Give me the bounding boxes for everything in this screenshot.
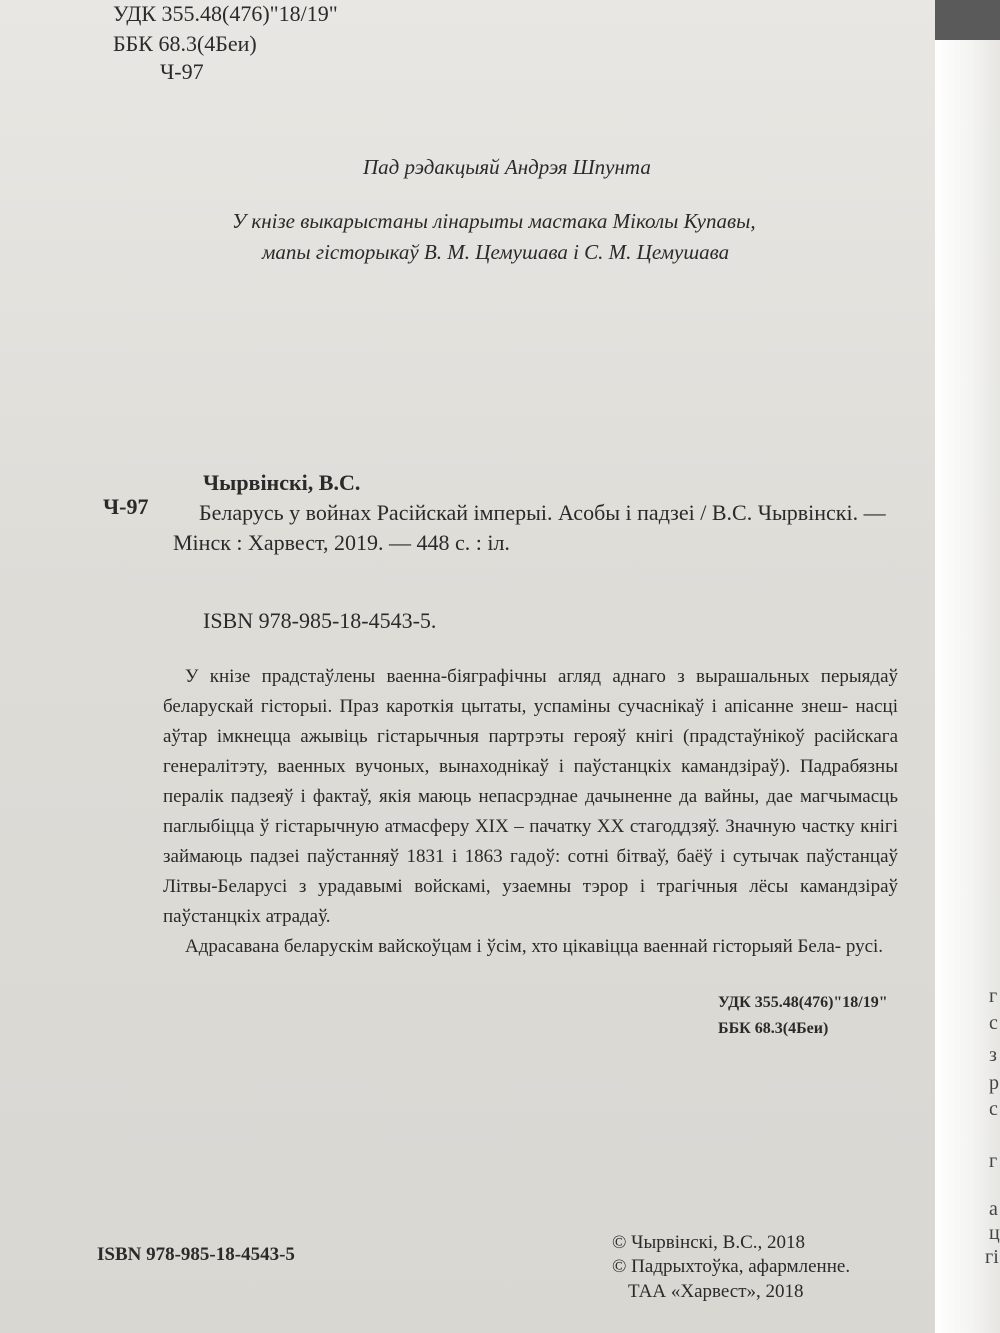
audience-line2: русі. [845,936,884,957]
classification-udk: УДК 355.48(476)"18/19" [718,994,888,1011]
edge-fragment: г [989,985,998,1007]
edge-fragment: ц [989,1222,1000,1244]
header-udk: УДК 355.48(476)"18/19" [113,1,338,26]
edge-dark-stripe [935,0,1000,40]
edge-fragment: с [989,1012,998,1034]
classification-bbk: ББК 68.3(4Беи) [718,1020,829,1037]
annotation-line: баёў і сутычак паўстанцаў Літвы-Беларусі з урадавымі войскамі, узаемны тэрор [163,846,899,897]
header-bbk: ББК 68.3(4Беи) [113,31,257,56]
bib-author: Чырвінскі, В.С. [203,470,361,495]
bib-title: Беларусь у войнах Расійскай імперыі. Асобы і падзеі / В.С. Чырвінскі. — [199,500,886,525]
annotation-line: дае магчымасць паглыбіцца ў гістарычную атмасферу XIX – пачатку XX стагоддзяў. [163,786,898,837]
edge-fragment: с [989,1098,998,1120]
illustrations-credit-line2: мапы гісторыкаў В. М. Цемушава і С. М. Цемушава [262,240,730,264]
editor-credit: Пад рэдакцыяй Андрэя Шпунта [363,155,651,179]
copyright-publisher: ТАА «Харвест», 2018 [628,1281,804,1302]
copyright-layout: © Падрыхтоўка, афармленне. [612,1256,851,1277]
bib-code: Ч-97 [103,494,149,519]
edge-fragment: гі [985,1246,999,1268]
annotation-paragraph [163,662,898,962]
edge-fragment: а [989,1198,998,1220]
adjacent-page-edge [935,0,1000,1333]
bib-imprint: Мінск : Харвест, 2019. — 448 с. : іл. [173,530,510,555]
audience-line1: Адрасавана беларускім вайскоўцам і ўсім, хто цікавіцца ваеннай гісторыяй Бела- [185,936,842,957]
bib-isbn: ISBN 978-985-18-4543-5. [203,608,437,633]
illustrations-credit-line1: У кнізе выкарыстаны лінарыты мастака Міколы Купавы, [232,209,756,233]
annotation-line: расійскага генералітэту, ваенных вучоных, вынаходнікаў і паўстанцкіх камандзіраў). [163,726,899,777]
annotation-line: і трагічныя лёсы камандзіраў паўстанцкіх атрадаў. [163,876,898,927]
annotation-line: Падрабязны пералік падзеяў і фактаў, якія маюць непасрэднае дачыненне да вайны, [163,756,898,807]
annotation-line: У кнізе прадстаўлены ваенна-біяграфічны агляд аднаго з вырашальных перыядаў [185,666,898,687]
edge-fragment: р [989,1072,999,1094]
annotation-line: Значную частку кнігі займаюць падзеі паўстанняў 1831 і 1863 гадоў: сотні бітваў, [163,816,898,867]
annotation-line: беларускай гісторыі. Праз кароткія цытаты, успаміны сучаснікаў і апісанне знеш- [163,696,849,717]
copyright-author: © Чырвінскі, В.С., 2018 [612,1232,806,1253]
edge-fragment: з [989,1044,997,1066]
annotation-line: насці аўтар імкнецца ажывіць гістарычныя партрэты герояў кнігі (прадстаўнікоў [163,696,898,747]
edge-fragment: г [989,1150,998,1172]
footer-isbn: ISBN 978-985-18-4543-5 [97,1244,295,1265]
header-code: Ч-97 [160,59,204,84]
